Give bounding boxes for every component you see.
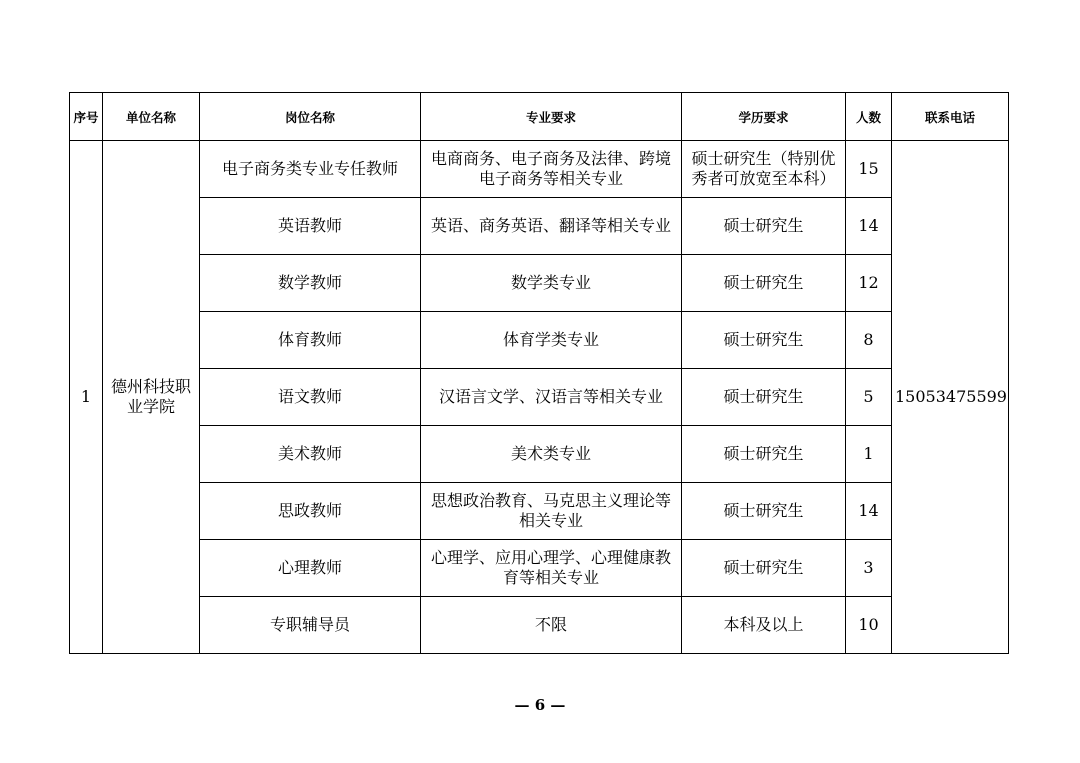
count-cell: 10 (846, 597, 892, 654)
major-cell: 心理学、应用心理学、心理健康教育等相关专业 (421, 540, 682, 597)
count-cell: 3 (846, 540, 892, 597)
count-cell: 14 (846, 198, 892, 255)
major-cell: 美术类专业 (421, 426, 682, 483)
count-cell: 5 (846, 369, 892, 426)
position-cell: 语文教师 (200, 369, 421, 426)
header-row (70, 93, 1009, 141)
table-row (70, 198, 1009, 255)
header-seq: 序号 (70, 93, 103, 141)
table-row (70, 540, 1009, 597)
count-cell: 14 (846, 483, 892, 540)
major-cell: 不限 (421, 597, 682, 654)
table-row (70, 369, 1009, 426)
header-phone: 联系电话 (892, 93, 1009, 141)
table-row (70, 141, 1009, 198)
education-cell: 硕士研究生 (682, 540, 846, 597)
major-cell: 汉语言文学、汉语言等相关专业 (421, 369, 682, 426)
position-cell: 专职辅导员 (200, 597, 421, 654)
education-cell: 硕士研究生 (682, 312, 846, 369)
seq-cell: 1 (70, 141, 103, 654)
position-cell: 英语教师 (200, 198, 421, 255)
table-row (70, 597, 1009, 654)
position-cell: 心理教师 (200, 540, 421, 597)
education-cell: 硕士研究生 (682, 426, 846, 483)
position-cell: 思政教师 (200, 483, 421, 540)
position-cell: 体育教师 (200, 312, 421, 369)
table-row (70, 426, 1009, 483)
major-cell: 数学类专业 (421, 255, 682, 312)
header-position: 岗位名称 (200, 93, 421, 141)
education-cell: 硕士研究生 (682, 255, 846, 312)
table-row (70, 483, 1009, 540)
education-cell: 硕士研究生 (682, 369, 846, 426)
header-count: 人数 (846, 93, 892, 141)
count-cell: 15 (846, 141, 892, 198)
major-cell: 电商商务、电子商务及法律、跨境电子商务等相关专业 (421, 141, 682, 198)
position-cell: 美术教师 (200, 426, 421, 483)
recruitment-table (69, 92, 1009, 654)
header-education: 学历要求 (682, 93, 846, 141)
count-cell: 1 (846, 426, 892, 483)
table-row (70, 312, 1009, 369)
education-cell: 硕士研究生（特别优秀者可放宽至本科） (682, 141, 846, 198)
education-cell: 硕士研究生 (682, 198, 846, 255)
phone-cell: 15053475599 (892, 141, 1009, 654)
education-cell: 本科及以上 (682, 597, 846, 654)
position-cell: 数学教师 (200, 255, 421, 312)
major-cell: 思想政治教育、马克思主义理论等相关专业 (421, 483, 682, 540)
header-unit: 单位名称 (103, 93, 200, 141)
table-row (70, 255, 1009, 312)
position-cell: 电子商务类专业专任教师 (200, 141, 421, 198)
page-number: — 6 — (514, 696, 566, 714)
count-cell: 8 (846, 312, 892, 369)
count-cell: 12 (846, 255, 892, 312)
unit-cell: 德州科技职业学院 (103, 141, 200, 654)
major-cell: 英语、商务英语、翻译等相关专业 (421, 198, 682, 255)
education-cell: 硕士研究生 (682, 483, 846, 540)
header-major: 专业要求 (421, 93, 682, 141)
major-cell: 体育学类专业 (421, 312, 682, 369)
